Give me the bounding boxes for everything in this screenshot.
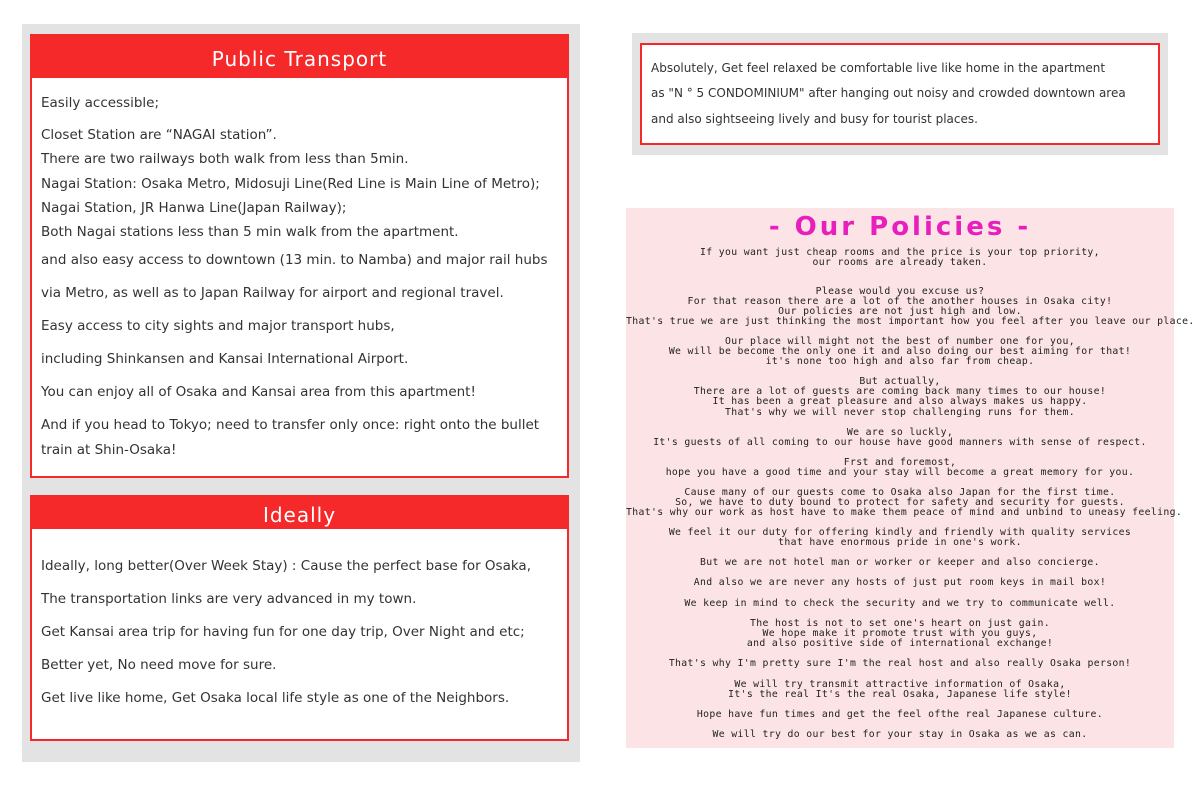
transport-line: via Metro, as well as to Japan Railway for airport and regional travel. [41,285,504,301]
policy-paragraph [626,248,1174,268]
policy-line: For that reason there are a lot of the another houses in Osaka city! [687,296,1113,308]
policy-paragraph [626,710,1174,720]
policy-line: that have enormous pride in one's work. [778,537,1022,549]
ideally-line: Ideally, long better(Over Week Stay) : Cause the perfect base for Osaka, [41,558,532,574]
notice-line: Absolutely, Get feel relaxed be comfortable live like home in the apartment [651,61,1106,75]
policies-panel [626,208,1195,748]
policy-line: That's true we are just thinking the most important how you feel after you leave our place. [626,316,1195,328]
policy-paragraph [626,377,1174,418]
ideally-line: Get live like home, Get Osaka local life style as one of the Neighbors. [41,690,510,706]
ideally-line: Better yet, No need move for sure. [41,657,277,673]
transport-line: You can enjoy all of Osaka and Kansai area from this apartment! [41,384,476,400]
policy-line: There are a lot of guests are coming back many times to our house! [693,386,1107,398]
policy-line: Hope have fun times and get the feel ofthe real Japanese culture. [696,709,1104,720]
policy-line: So, we have to duty bound to protect for safety and security for guests. [675,497,1125,509]
notice-line: and also sightseeing lively and busy for tourist places. [651,112,978,126]
policy-paragraph [626,337,1174,368]
transport-line: Nagai Station, JR Hanwa Line(Japan Railway); [41,200,347,216]
policy-line: hope you have a good time and your stay will become a great memory for you. [665,467,1135,479]
policy-line: We will try transmit attractive information of Osaka, [734,679,1066,690]
transport-line: including Shinkansen and Kansai International Airport. [41,351,409,367]
policy-line: That's why I'm pretty sure I'm the real host and also really Osaka person! [668,658,1132,669]
public-transport-box [30,34,569,478]
policy-paragraph [626,680,1174,700]
transport-line: Closet Station are “NAGAI station”. [41,127,277,143]
ideally-line: Get Kansai area trip for having fun for one day trip, Over Night and etc; [41,624,525,640]
policy-paragraph [626,659,1174,669]
policy-paragraph [626,558,1174,568]
notice-line: as "N ° 5 CONDOMINIUM" after hanging out noisy and crowded downtown area [651,86,1126,100]
transport-line: Both Nagai stations less than 5 min walk from the apartment. [41,224,459,240]
transport-line: There are two railways both walk from less than 5min. [41,151,409,167]
policy-paragraph [626,528,1174,548]
policy-line: We hope make it promote trust with you guys, [762,628,1038,640]
policy-line: We will be become the only one it and also doing our best aiming for that! [668,346,1132,358]
transport-line: and also easy access to downtown (13 min. to Namba) and major rail hubs [41,252,548,268]
policy-line: Please would you excuse us? [815,286,985,297]
policy-line: It has been a great pleasure and also always makes us happy. [712,396,1088,408]
policy-line: But we are not hotel man or worker or keeper and also concierge. [700,557,1100,568]
policy-paragraph [626,306,1195,328]
policy-line: The host is not to set one's heart on just gain. [750,618,1050,629]
policy-line: It's the real It's the real Osaka, Japanese life style! [728,689,1072,701]
policy-line: That's why our work as host have to make them peace of mind and unbind to uneasy feeling. [626,507,1183,519]
policy-paragraph [626,428,1174,448]
policy-paragraph [626,458,1174,478]
public-transport-title: Public Transport [32,36,567,78]
ideally-title: Ideally [32,497,567,529]
policies-title: - Our Policies - [768,212,1032,242]
policy-line: But actually, [859,376,941,387]
transport-line: And if you head to Tokyo; need to transfer only once: right onto the bullet [41,417,540,433]
transport-line: Nagai Station: Osaka Metro, Midosuji Line(Red Line is Main Line of Metro); [41,176,540,192]
policy-line: and also positive side of international exchange! [746,638,1054,650]
policy-paragraph [626,578,1174,588]
policy-line: We feel it our duty for offering kindly and friendly with quality services [668,527,1132,538]
policy-paragraph [626,730,1174,740]
policy-paragraph [626,619,1174,650]
policy-line: And also we are never any hosts of just put room keys in mail box! [693,577,1107,588]
transport-line: train at Shin-Osaka! [41,442,177,458]
notice-box [640,43,1160,145]
policy-line: We are so luckly, [846,427,954,438]
policy-line: Our policies are not just high and low. [778,306,1022,317]
policy-line: Frst and foremost, [843,457,957,468]
ideally-box [30,495,569,741]
transport-line: Easy access to city sights and major transport hubs, [41,318,395,334]
ideally-line: The transportation links are very advanced in my town. [41,591,417,607]
policy-paragraph [626,599,1174,609]
policy-line: it's none too high and also far from cheap. [765,356,1035,368]
policy-line: Cause many of our guests come to Osaka also Japan for the first time. [684,487,1116,498]
policy-line: If you want just cheap rooms and the price is your top priority, [700,247,1100,258]
policy-line: We keep in mind to check the security and we try to communicate well. [684,598,1116,609]
policy-line: It's guests of all coming to our house have good manners with sense of respect. [653,437,1147,449]
policy-line: We will try do our best for your stay in Osaka as we as can. [712,729,1088,740]
policy-line: That's why we will never stop challenging runs for them. [725,406,1075,418]
policy-line: Our place will might not the best of number one for you, [725,336,1075,347]
policy-paragraph [626,487,1183,519]
transport-line: Easily accessible; [41,95,160,111]
policy-paragraph [626,287,1174,307]
policy-line: our rooms are already taken. [812,257,988,269]
